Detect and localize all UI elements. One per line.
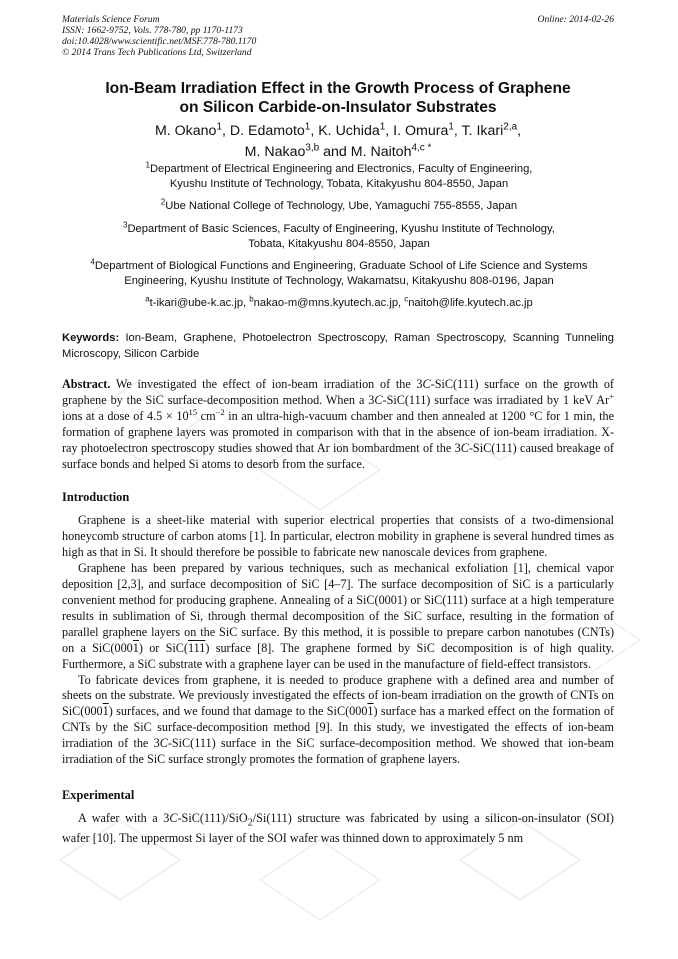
abstract-text: -SiC(111) surface was irradiated by 1 keV Ar (382, 392, 610, 407)
abstract-label: Abstract. (62, 377, 111, 391)
superscript: + (609, 390, 614, 401)
section-heading: Experimental (62, 787, 135, 802)
journal-name: Materials Science Forum (62, 14, 160, 25)
author-separator: , (517, 123, 522, 139)
paragraph-text: ) surface [8]. The graphene formed by SiC decomposition is of high quality. Furthermore, a SiC substrate with a graphene layer can be used in the manufacture of field-effect transistors. (62, 640, 614, 671)
paragraph-text: A wafer with a 3 (78, 810, 170, 825)
paragraph-text: -SiC(111) surface in the SiC surface-decomposition method. We showed that ion-beam irradiation of the SiC surface strongly promotes the formation of graphene layers. (62, 736, 614, 767)
title-line-2: on Silicon Carbide-on-Insulator Substrates (179, 99, 497, 116)
keywords (62, 331, 614, 362)
issn-line: ISSN: 1662-9752, Vols. 778-780, pp 1170-1173 (62, 25, 243, 36)
affiliation-text: Tobata, Kitakyushu 804-8550, Japan (248, 237, 430, 250)
overline-index: 1 (132, 640, 139, 655)
abstract-text: -SiC(111) surface on the growth of graphene by the SiC surface-decomposition method. When a 3 (62, 377, 614, 407)
paragraph-text: ) surface has a marked effect on the formation of CNTs by the SiC surface-decomposition method [9]. In this study, we investigated the effects of ion-beam irradiation of the 3 (62, 704, 614, 751)
author-name: D. Edamoto (229, 123, 305, 139)
author-separator: , (310, 123, 319, 139)
copyright-line: © 2014 Trans Tech Publications Ltd, Switzerland (62, 47, 252, 58)
affiliation-mark: 3 (123, 219, 128, 229)
abstract-text: We investigated the effect of ion-beam irradiation of the 3 (110, 377, 423, 391)
affiliation-text: Department of Electrical Engineering and Electronics, Faculty of Engineering, (149, 163, 533, 175)
author-separator: , (385, 123, 394, 139)
author-affiliation-mark: 1 (216, 121, 222, 133)
overline-index: 111 (187, 640, 206, 655)
email-link[interactable]: t-ikari@ube-k.ac.jp, (149, 297, 250, 310)
author-name: M. Nakao (244, 144, 306, 160)
italic-symbol: C (374, 392, 383, 407)
abstract-text: in an ultra-high-vacuum chamber and then annealed at 1200 °C for 1 min, the formation of graphene layers was promoted in comparison with that in the absence of ion-beam irradiation. X-ray photoelectron spectroscopy studies showed that Ar ion bombardment of the 3 (62, 408, 615, 455)
italic-symbol: C (460, 440, 469, 455)
author-separator: and (319, 144, 351, 160)
paragraph-text: Graphene has been prepared by various techniques, such as mechanical exfoliation [1], chemical vapor deposition [2,3], and surface decomposition of SiC [4–7]. The surface decomposition of SiC is a particularly convenient method for producing graphene. Annealing of a SiC(0001) or SiC(111) surface at a high temperature results in sublimation of Si, through thermal decomposition of the SiC surface, resulting in the formation of parallel graphene layers on the SiC surface. By this method, it is possible to prepare carbon nanotubes (CNTs) on a SiC(000 (62, 561, 614, 655)
keywords-label: Keywords: (62, 332, 120, 344)
paragraph-text: ) surfaces, and we found that damage to the SiC(000 (108, 704, 368, 719)
superscript: −2 (215, 406, 225, 417)
paragraph-text: /Si(111) structure was fabricated by using a silicon-on-insulator (SOI) wafer [10]. The uppermost Si layer of the SOI wafer was thinned down to approximately 5 nm (62, 810, 614, 846)
email-list (50, 296, 628, 311)
abstract-text: ions at a dose of 4.5 × 10 (62, 408, 189, 423)
superscript: 15 (188, 406, 198, 417)
online-date: Online: 2014-02-26 (537, 14, 614, 25)
italic-symbol: C (422, 377, 431, 391)
title-line-1: Ion-Beam Irradiation Effect in the Growth Process of Graphene (105, 80, 571, 97)
affiliation-4 (50, 259, 628, 289)
affiliation-2 (50, 199, 628, 214)
author-separator: , (221, 123, 230, 139)
section-heading: Introduction (62, 490, 130, 505)
abstract-text: cm (197, 408, 216, 423)
author-affiliation-mark: 2,a (503, 121, 518, 133)
email-mark: b (249, 294, 254, 304)
paragraph-text: ) or SiC( (138, 640, 188, 655)
affiliation-text: Ube National College of Technology, Ube, Yamaguchi 755-8555, Japan (165, 200, 518, 213)
keywords-text: Ion-Beam, Graphene, Photoelectron Spectroscopy, Raman Spectroscopy, Scanning Tunneling Microscopy, Silicon Carbide (62, 332, 615, 360)
author-name: T. Ikari (461, 123, 504, 139)
author-affiliation-mark: 3,b (305, 142, 320, 154)
affiliation-3 (50, 219, 628, 252)
author-affiliation-mark: 1 (448, 121, 454, 133)
italic-symbol: C (159, 736, 168, 751)
overline-index: 1 (367, 704, 374, 719)
abstract (62, 377, 614, 472)
author-name: K. Uchida (318, 123, 380, 139)
author-affiliation-mark: 1 (304, 121, 311, 133)
intro-paragraph-3 (62, 673, 614, 768)
affiliation-text: Kyushu Institute of Technology, Tobata, Kitakyushu 804-8550, Japan (169, 178, 509, 191)
affiliation-text: Department of Basic Sciences, Faculty of Engineering, Kyushu Institute of Technology, (127, 222, 555, 235)
paper-title (62, 79, 614, 117)
abstract-text: -SiC(111) caused breakage of surface bonds and helped Si atoms to desorb from the surface. (62, 440, 614, 471)
author-separator: , (453, 123, 462, 139)
journal-header (62, 14, 256, 58)
author-name: M. Naitoh (350, 144, 412, 160)
intro-paragraph-1: Graphene is a sheet-like material with superior electrical properties that consists of a two-dimensional honeycomb structure of carbon atoms [1]. In particular, electron mobility in graphene is several hundred times as high as that in Si. It should therefore be possible to fabricate new nanoscale devices from graphene. (62, 513, 614, 560)
author-name: M. Okano (154, 123, 217, 139)
email-mark: a (145, 294, 150, 304)
italic-symbol: C (169, 810, 178, 825)
paper-body (62, 377, 614, 847)
email-link[interactable]: naitoh@life.kyutech.ac.jp (408, 297, 533, 310)
affiliation-text: Engineering, Kyushu Institute of Technology, Wakamatsu, Kitakyushu 808-0196, Japan (124, 275, 554, 288)
author-list (62, 121, 614, 163)
author-name: I. Omura (393, 123, 449, 139)
overline-index: 1 (102, 704, 109, 719)
paragraph-text: To fabricate devices from graphene, it is needed to produce graphene with a defined area and number of sheets on the substrate. We previously investigated the effects of ion-beam irradiation on the growth of CNTs on SiC(000 (62, 672, 614, 719)
author-affiliation-mark: 4,c * (411, 142, 432, 154)
author-affiliation-mark: 1 (379, 121, 386, 133)
affiliation-mark: 4 (90, 257, 95, 267)
affiliation-mark: 1 (145, 160, 150, 170)
affiliation-list (50, 162, 628, 319)
email-link[interactable]: nakao-m@mns.kyutech.ac.jp, (253, 297, 405, 310)
affiliation-mark: 2 (160, 197, 166, 207)
subscript: 2 (247, 817, 253, 829)
paragraph-text: -SiC(111)/SiO (177, 810, 248, 825)
experimental-paragraph (62, 811, 614, 847)
affiliation-1 (50, 162, 628, 192)
doi-line: doi:10.4028/www.scientific.net/MSF.778-780.1170 (62, 36, 257, 47)
affiliation-text: Department of Biological Functions and Engineering, Graduate School of Life Science and Systems (94, 260, 588, 273)
email-mark: c (404, 294, 409, 304)
intro-paragraph-2 (62, 561, 614, 672)
